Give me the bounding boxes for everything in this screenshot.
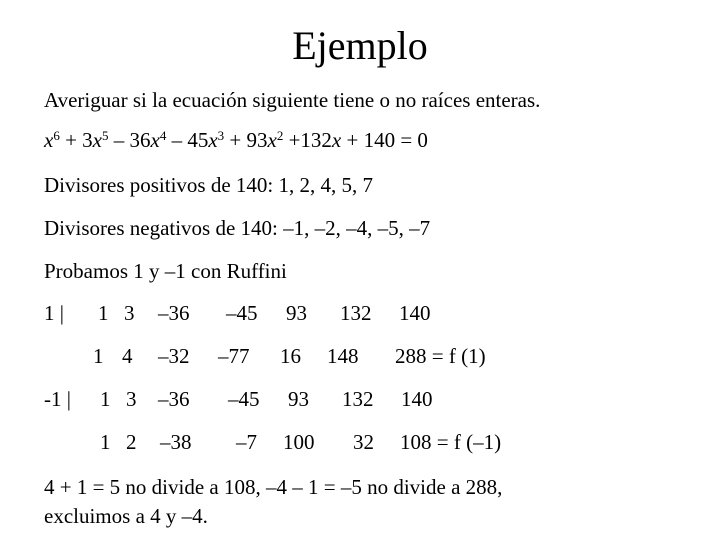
- exp-3: 3: [217, 127, 225, 143]
- var-x: x: [331, 128, 342, 152]
- ruffini-result-fminus1: 108 = f (–1): [400, 430, 502, 454]
- slide-title: Ejemplo: [292, 23, 428, 68]
- ruffini-cell: 3: [126, 387, 137, 411]
- exp-5: 5: [102, 127, 109, 143]
- term-coef-132: +132: [283, 128, 332, 152]
- positive-divisors: Divisores positivos de 140: 1, 2, 4, 5, 7: [44, 173, 373, 197]
- var-x: x: [150, 128, 160, 152]
- ruffini-cell: –7: [236, 430, 257, 454]
- ruffini-cell: 16: [280, 344, 301, 368]
- var-x: x: [44, 128, 54, 152]
- term-coef-36: – 36: [108, 128, 151, 152]
- ruffini-cell: 3: [124, 301, 135, 325]
- conclusion-line-1: 4 + 1 = 5 no divide a 108, –4 – 1 = –5 no divide a 288,: [44, 475, 503, 499]
- ruffini-cell: –45: [228, 387, 260, 411]
- var-x: x: [92, 128, 102, 152]
- var-x: x: [208, 128, 218, 152]
- ruffini-cell: –36: [158, 387, 190, 411]
- ruffini-cell: 132: [340, 301, 372, 325]
- polynomial-equation: [44, 126, 428, 154]
- ruffini-cell: 4: [122, 344, 133, 368]
- problem-statement: Averiguar si la ecuación siguiente tiene o no raíces enteras.: [44, 88, 541, 112]
- ruffini-cell: 148: [327, 344, 359, 368]
- ruffini-cell: –32: [158, 344, 190, 368]
- ruffini-cell: 1: [100, 387, 111, 411]
- ruffini-cell: 32: [353, 430, 374, 454]
- ruffini-cell: –45: [226, 301, 258, 325]
- ruffini-cell: 1: [93, 344, 104, 368]
- ruffini-cell: 100: [283, 430, 315, 454]
- ruffini-intro: Probamos 1 y –1 con Ruffini: [44, 259, 287, 283]
- ruffini-cell: 140: [399, 301, 431, 325]
- exp-2: 2: [276, 127, 284, 143]
- ruffini-cell: –77: [218, 344, 250, 368]
- ruffini-cell: –38: [160, 430, 192, 454]
- ruffini-cell: 93: [288, 387, 309, 411]
- term-coef-45: – 45: [166, 128, 209, 152]
- ruffini-cell: 2: [126, 430, 137, 454]
- ruffini-cell: 93: [286, 301, 307, 325]
- conclusion-line-2: excluimos a 4 y –4.: [44, 504, 208, 528]
- term-coef-93: + 93: [224, 128, 268, 152]
- ruffini-cell: 1: [100, 430, 111, 454]
- term-constant: + 140 = 0: [341, 128, 428, 152]
- ruffini-divisor: 1 |: [44, 301, 64, 325]
- ruffini-cell: 140: [401, 387, 433, 411]
- var-x: x: [267, 128, 277, 152]
- term-coef-3: + 3: [59, 128, 93, 152]
- negative-divisors: Divisores negativos de 140: –1, –2, –4, –5, –7: [44, 216, 431, 240]
- ruffini-divisor: -1 |: [44, 387, 71, 411]
- exp-6: 6: [53, 127, 60, 143]
- ruffini-cell: 132: [342, 387, 374, 411]
- ruffini-result-f1: 288 = f (1): [395, 344, 486, 368]
- exp-4: 4: [159, 127, 167, 143]
- ruffini-cell: 1: [98, 301, 109, 325]
- ruffini-cell: –36: [158, 301, 190, 325]
